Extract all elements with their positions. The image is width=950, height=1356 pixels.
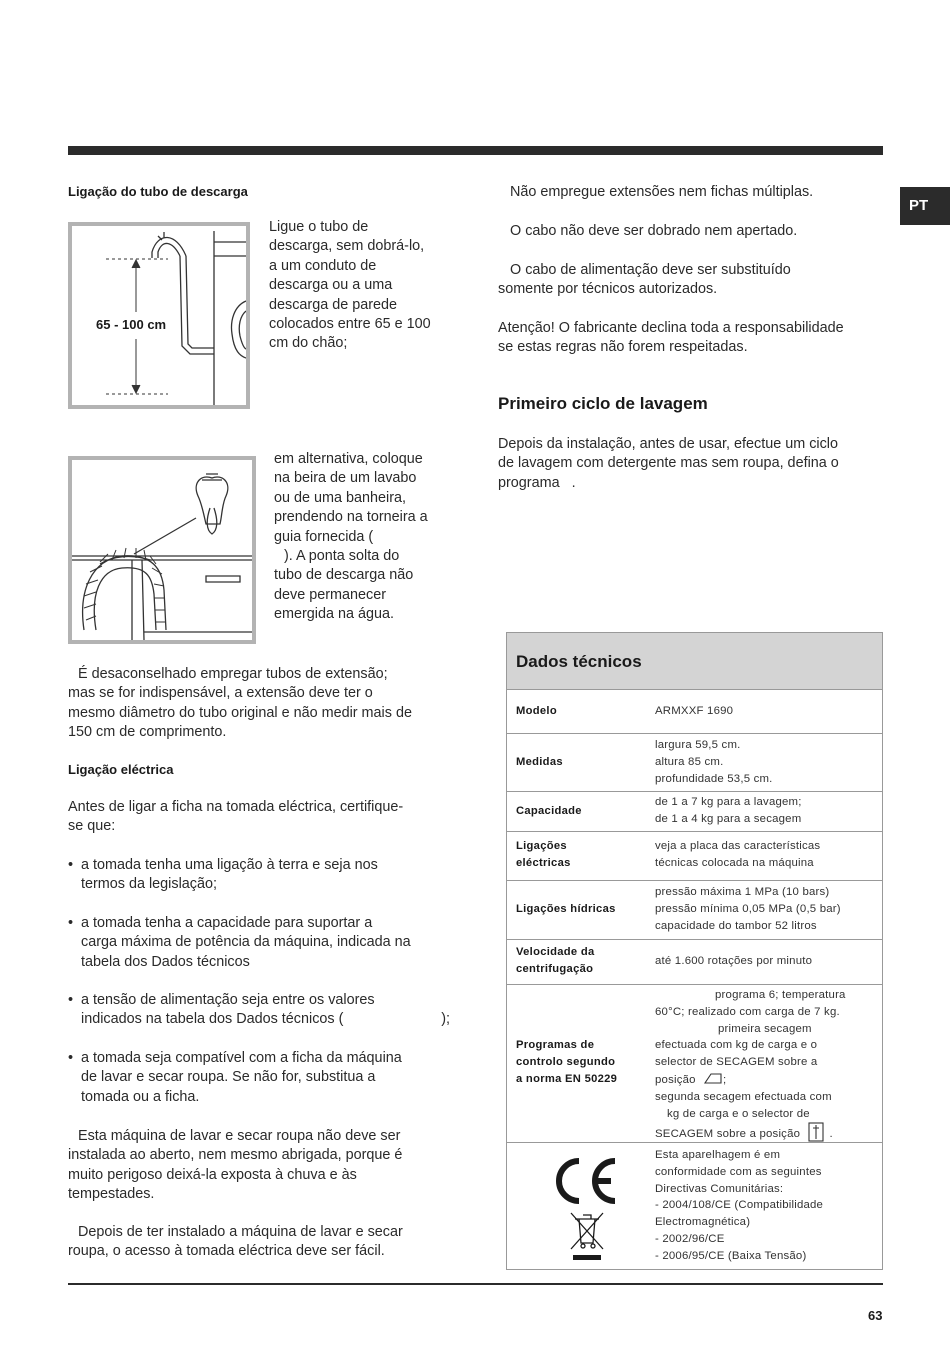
text-line: É desaconselhado empregar tubos de extensão;	[78, 666, 388, 682]
paragraph-first-cycle	[498, 435, 888, 493]
row-label: Ligações	[516, 840, 567, 852]
header-rule	[68, 146, 883, 155]
text-line: descarga ou a uma	[269, 277, 393, 294]
text-line: Esta máquina de lavar e secar roupa não deve ser	[78, 1128, 401, 1144]
text-line: Ligue o tubo de	[269, 219, 369, 235]
paragraph-drain-wall	[269, 218, 459, 354]
paragraph-extension	[68, 665, 460, 743]
text-line: roupa, o acesso à tomada eléctrica deve ser fácil.	[68, 1243, 385, 1260]
figure-drain-wall	[68, 222, 250, 409]
text-line: guia fornecida (	[274, 528, 374, 545]
text-line: emergida na água.	[274, 606, 395, 623]
row-label: Programas de	[516, 1039, 595, 1051]
figure-drain-basin	[68, 456, 256, 644]
row-value: Esta aparelhagem é em	[655, 1149, 781, 1161]
text-line: de lavagem com detergente mas sem roupa, defina o	[498, 455, 839, 472]
table-row	[507, 940, 882, 985]
row-value: posição	[655, 1073, 696, 1086]
row-value: segunda secagem efectuada com	[655, 1090, 832, 1103]
text-line: em alternativa, coloque	[274, 451, 423, 467]
text-line: .	[571, 474, 576, 491]
text-line: Atenção! O fabricante declina toda a responsabilidade	[498, 320, 844, 336]
tech-data-table	[506, 632, 883, 1270]
text-line: se estas regras não forem respeitadas.	[498, 339, 748, 356]
tech-data-title: Dados técnicos	[507, 633, 882, 690]
table-row	[507, 881, 882, 940]
text-line: a tomada tenha uma ligação à terra e seja nos	[81, 857, 378, 873]
bullet-dot: •	[68, 915, 74, 931]
text-line: programa	[498, 474, 560, 491]
row-value: 60°C; realizado com carga de 7 kg.	[655, 1005, 840, 1018]
row-value: primeira secagem	[718, 1022, 812, 1035]
warning-extensions: Não empregue extensões nem fichas múltiplas.	[510, 184, 814, 200]
text-line: indicados na tabela dos Dados técnicos (	[81, 1011, 344, 1028]
row-label: centrifugação	[516, 962, 594, 975]
row-value: capacidade do tambor 52 litros	[655, 919, 817, 932]
text-line: colocados entre 65 e 100	[269, 316, 431, 333]
table-row	[507, 792, 882, 832]
bullet-plug	[68, 1049, 458, 1107]
row-value: de 1 a 7 kg para a lavagem;	[655, 796, 802, 808]
bullet-dot: •	[68, 1050, 74, 1066]
text-line: tubo de descarga não	[274, 567, 414, 584]
row-value: ;	[723, 1073, 727, 1086]
height-range-label: 65 - 100 cm	[96, 317, 167, 332]
row-value: programa 6; temperatura	[715, 989, 846, 1001]
text-line: muito perigoso deixá-la exposta à chuva e às	[68, 1166, 357, 1183]
row-value: - 2002/96/CE	[655, 1232, 725, 1245]
row-value: largura 59,5 cm.	[655, 739, 741, 751]
row-value: - 2006/95/CE (Baixa Tensão)	[655, 1249, 807, 1262]
row-value: de 1 a 4 kg para a secagem	[655, 812, 802, 825]
bullet-capacity	[68, 914, 458, 972]
row-value: altura 85 cm.	[655, 755, 724, 768]
heading-electric: Ligação eléctrica	[68, 762, 174, 777]
text-line: mas se for indispensável, a extensão deve ter o	[68, 685, 373, 702]
text-line: 150 cm de comprimento.	[68, 724, 227, 741]
row-value: SECAGEM sobre a posição	[655, 1128, 801, 1141]
paragraph-access	[68, 1223, 460, 1262]
language-tab: PT	[900, 187, 950, 225]
text-line: tabela dos Dados técnicos	[81, 953, 250, 970]
heading-first-cycle: Primeiro ciclo de lavagem	[498, 394, 708, 413]
row-value: veja a placa das características	[655, 840, 821, 852]
row-value: até 1.600 rotações por minuto	[655, 955, 813, 967]
text-line: termos da legislação;	[81, 876, 217, 893]
text-line: deve permanecer	[274, 586, 386, 603]
text-line: mesmo diâmetro do tubo original e não medir mais de	[68, 704, 412, 721]
row-value: - 2004/108/CE (Compatibilidade	[655, 1199, 824, 1212]
row-value: conformidade com as seguintes	[655, 1165, 822, 1178]
row-label: Ligações hídricas	[516, 903, 616, 915]
row-value: técnicas colocada na máquina	[655, 856, 814, 869]
text-line: somente por técnicos autorizados.	[498, 281, 718, 298]
row-label: Modelo	[516, 705, 557, 717]
text-line: O cabo de alimentação deve ser substituído	[510, 262, 791, 278]
row-value: ARMXXF 1690	[655, 705, 734, 717]
paragraph-electric-intro	[68, 798, 460, 837]
text-line: ). A ponta solta do	[284, 548, 400, 565]
table-row	[507, 734, 882, 792]
row-value: Electromagnética)	[655, 1216, 751, 1229]
text-line: de lavar e secar roupa. Se não for, substitua a	[81, 1069, 376, 1086]
row-label: a norma EN 50229	[516, 1072, 618, 1085]
text-line: tempestades.	[68, 1186, 155, 1203]
row-value: selector de SECAGEM sobre a	[655, 1056, 818, 1069]
heading-drain-hose: Ligação do tubo de descarga	[68, 184, 248, 199]
dry-cupboard-icon	[703, 1071, 723, 1085]
footer-rule	[68, 1283, 883, 1285]
row-value: .	[829, 1128, 833, 1141]
text-line: Antes de ligar a ficha na tomada eléctrica, certifique-	[68, 799, 404, 815]
row-value: pressão mínima 0,05 MPa (0,5 bar)	[655, 902, 841, 915]
table-row	[507, 832, 882, 881]
ce-weee-marks	[547, 1151, 627, 1263]
paragraph-outdoor	[68, 1127, 460, 1205]
row-label: controlo segundo	[516, 1055, 616, 1068]
warning-liability	[498, 319, 888, 358]
dry-hanger-icon	[808, 1122, 824, 1142]
text-line: Depois de ter instalado a máquina de lavar e secar	[78, 1224, 403, 1240]
warning-cable-bend: O cabo não deve ser dobrado nem apertado.	[510, 223, 798, 239]
text-line: a tensão de alimentação seja entre os valores	[81, 992, 375, 1008]
text-line: se que:	[68, 818, 116, 835]
text-line: tomada ou a ficha.	[81, 1088, 200, 1105]
table-row	[507, 690, 882, 734]
row-value: profundidade 53,5 cm.	[655, 772, 773, 785]
paragraph-drain-basin	[274, 450, 464, 625]
warning-cable-replace	[498, 261, 888, 300]
row-label: Velocidade da	[516, 946, 595, 958]
row-value: Directivas Comunitárias:	[655, 1182, 784, 1195]
bullet-earth	[68, 856, 458, 895]
text-line: descarga de parede	[269, 296, 398, 313]
table-row	[507, 1143, 882, 1269]
text-line: carga máxima de potência da máquina, indicada na	[81, 934, 411, 951]
row-label: Medidas	[516, 756, 563, 768]
table-row	[507, 985, 882, 1143]
text-line: a tomada tenha a capacidade para suportar a	[81, 915, 373, 931]
drain-basin-illustration	[72, 460, 252, 640]
page-number: 63	[868, 1308, 883, 1323]
text-line: descarga, sem dobrá-lo,	[269, 238, 425, 255]
row-value: pressão máxima 1 MPa (10 bars)	[655, 886, 830, 898]
text-line: prendendo na torneira a	[274, 509, 428, 526]
row-value: kg de carga e o selector de	[667, 1107, 810, 1120]
text-line: instalada ao aberto, nem mesmo abrigada, porque é	[68, 1147, 403, 1164]
bullet-dot: •	[68, 857, 74, 873]
bullet-dot: •	[68, 992, 74, 1008]
text-line: na beira de um lavabo	[274, 470, 417, 487]
drain-wall-illustration	[72, 226, 246, 405]
text-line: );	[441, 1011, 450, 1028]
text-line: a um conduto de	[269, 257, 377, 274]
row-value: efectuada com kg de carga e o	[655, 1039, 818, 1052]
bullet-voltage	[68, 991, 458, 1030]
text-line: cm do chão;	[269, 335, 348, 352]
row-label: Capacidade	[516, 805, 582, 817]
text-line: a tomada seja compatível com a ficha da máquina	[81, 1050, 402, 1066]
text-line: Depois da instalação, antes de usar, efectue um ciclo	[498, 436, 838, 452]
row-label: eléctricas	[516, 856, 571, 869]
text-line: ou de uma banheira,	[274, 489, 407, 506]
